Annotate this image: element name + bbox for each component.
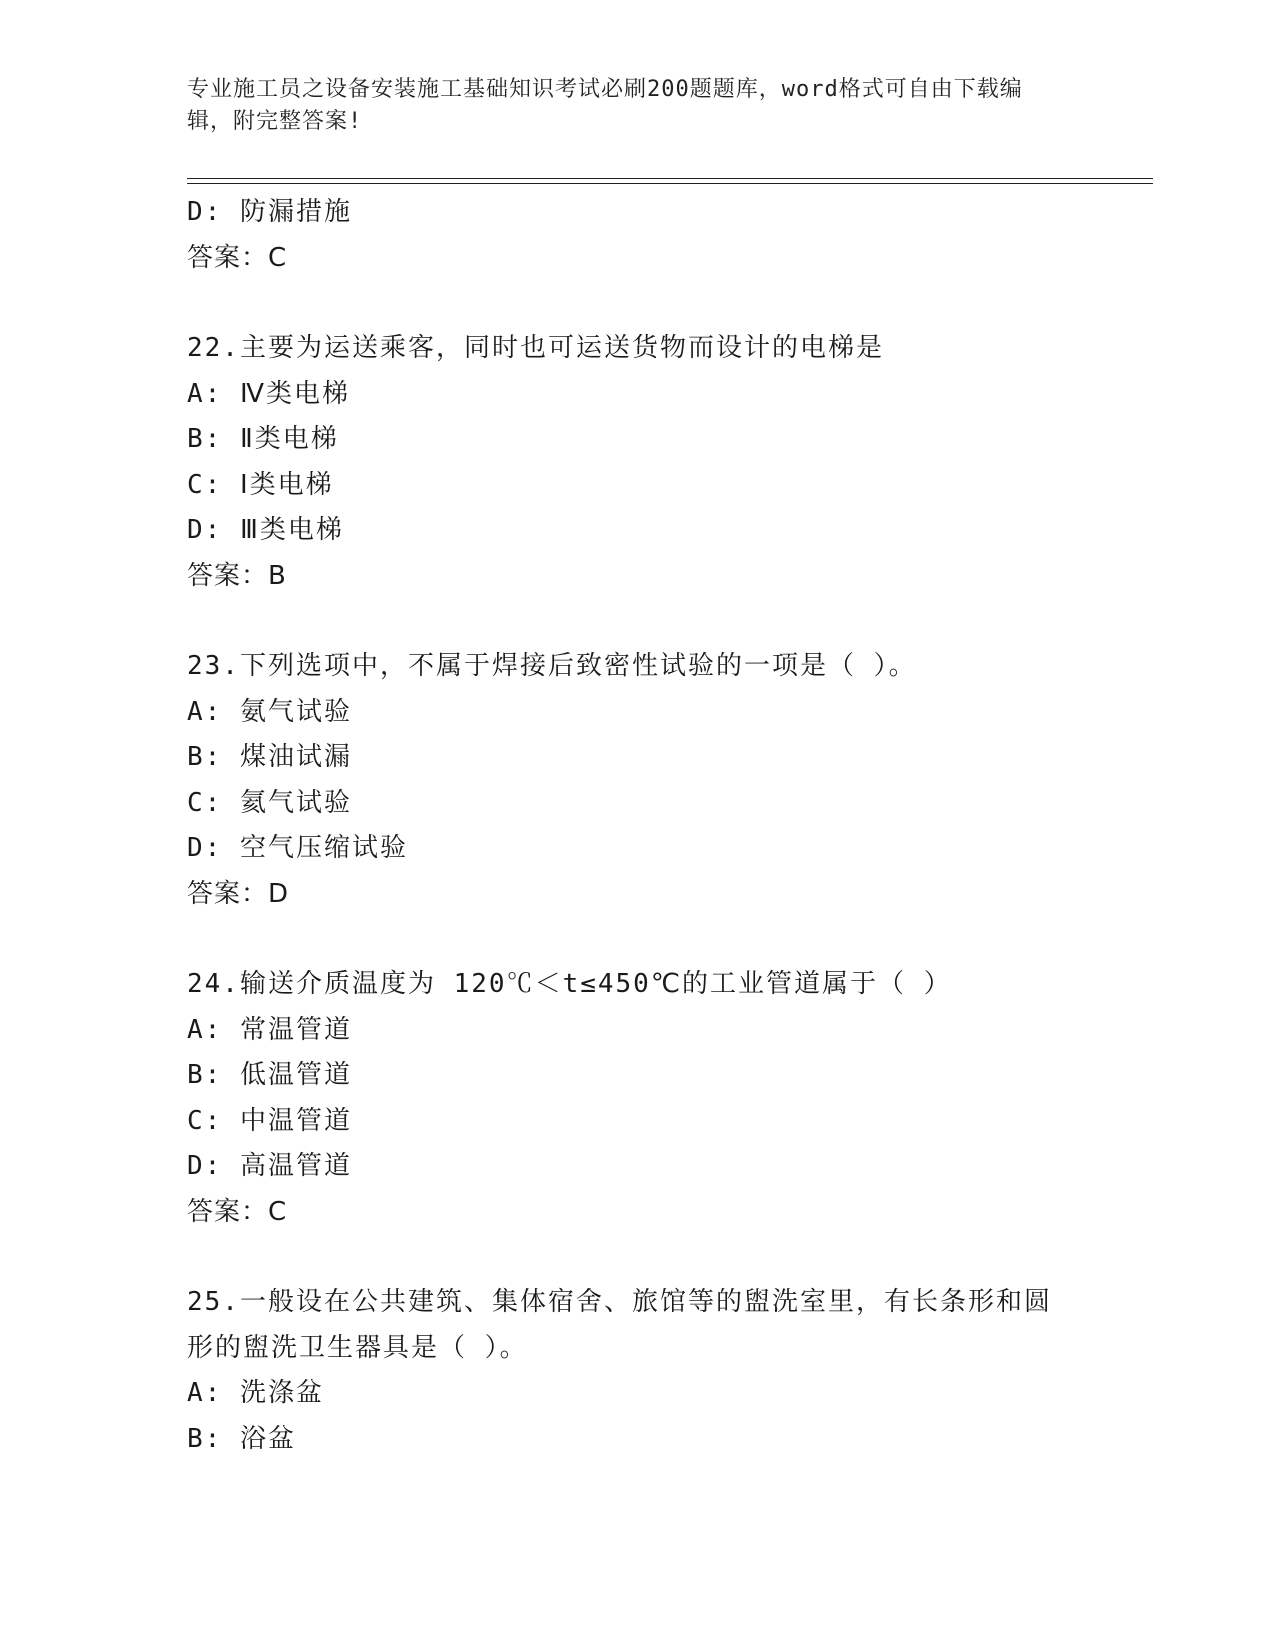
question-23 xyxy=(187,644,1087,917)
question-24 xyxy=(187,962,1087,1235)
option-b: B: 低温管道 xyxy=(187,1060,352,1090)
option-a: A: 常温管道 xyxy=(187,1014,352,1045)
spacer xyxy=(187,917,1087,962)
option-a: A: 氨气试验 xyxy=(187,696,352,727)
question-text: 24.输送介质温度为 120℃＜t≤450℃的工业管道属于（ ） xyxy=(187,969,952,999)
option-b: B: 煤油试漏 xyxy=(187,742,352,772)
option-c: C: Ⅰ类电梯 xyxy=(187,469,334,500)
option-c: C: 中温管道 xyxy=(187,1105,352,1136)
option-b: B: Ⅱ类电梯 xyxy=(187,424,339,454)
header-rule-bottom xyxy=(187,183,1153,184)
option-c: C: 氦气试验 xyxy=(187,787,352,818)
option-d: D: Ⅲ类电梯 xyxy=(187,515,344,545)
document-header: 专业施工员之设备安装施工基础知识考试必刷200题题库，word格式可自由下载编辑，附完整答案! xyxy=(187,77,1023,134)
option-a: A: 洗涤盆 xyxy=(187,1378,324,1408)
answer: 答案：D xyxy=(187,878,290,909)
spacer xyxy=(187,281,1087,326)
spacer xyxy=(187,599,1087,644)
question-25 xyxy=(187,1280,1087,1462)
option-d: D: 空气压缩试验 xyxy=(187,833,408,863)
question-content xyxy=(187,190,1087,1462)
answer: 答案：C xyxy=(187,1196,288,1227)
question-22 xyxy=(187,326,1087,599)
option-b: B: 浴盆 xyxy=(187,1423,296,1454)
question-text: 23.下列选项中，不属于焊接后致密性试验的一项是（ ）。 xyxy=(187,651,917,681)
option-d: D: 高温管道 xyxy=(187,1151,352,1181)
question-text: 22.主要为运送乘客，同时也可运送货物而设计的电梯是 xyxy=(187,333,884,363)
prev-option-d: D: 防漏措施 xyxy=(187,197,352,227)
answer: 答案：B xyxy=(187,560,287,591)
prev-answer: 答案：C xyxy=(187,242,288,273)
question-text: 25.一般设在公共建筑、集体宿舍、旅馆等的盥洗室里，有长条形和圆形的盥洗卫生器具是（ ）。 xyxy=(187,1287,1052,1363)
spacer xyxy=(187,1235,1087,1280)
option-a: A: Ⅳ类电梯 xyxy=(187,378,350,409)
header-rule-top xyxy=(187,178,1153,179)
